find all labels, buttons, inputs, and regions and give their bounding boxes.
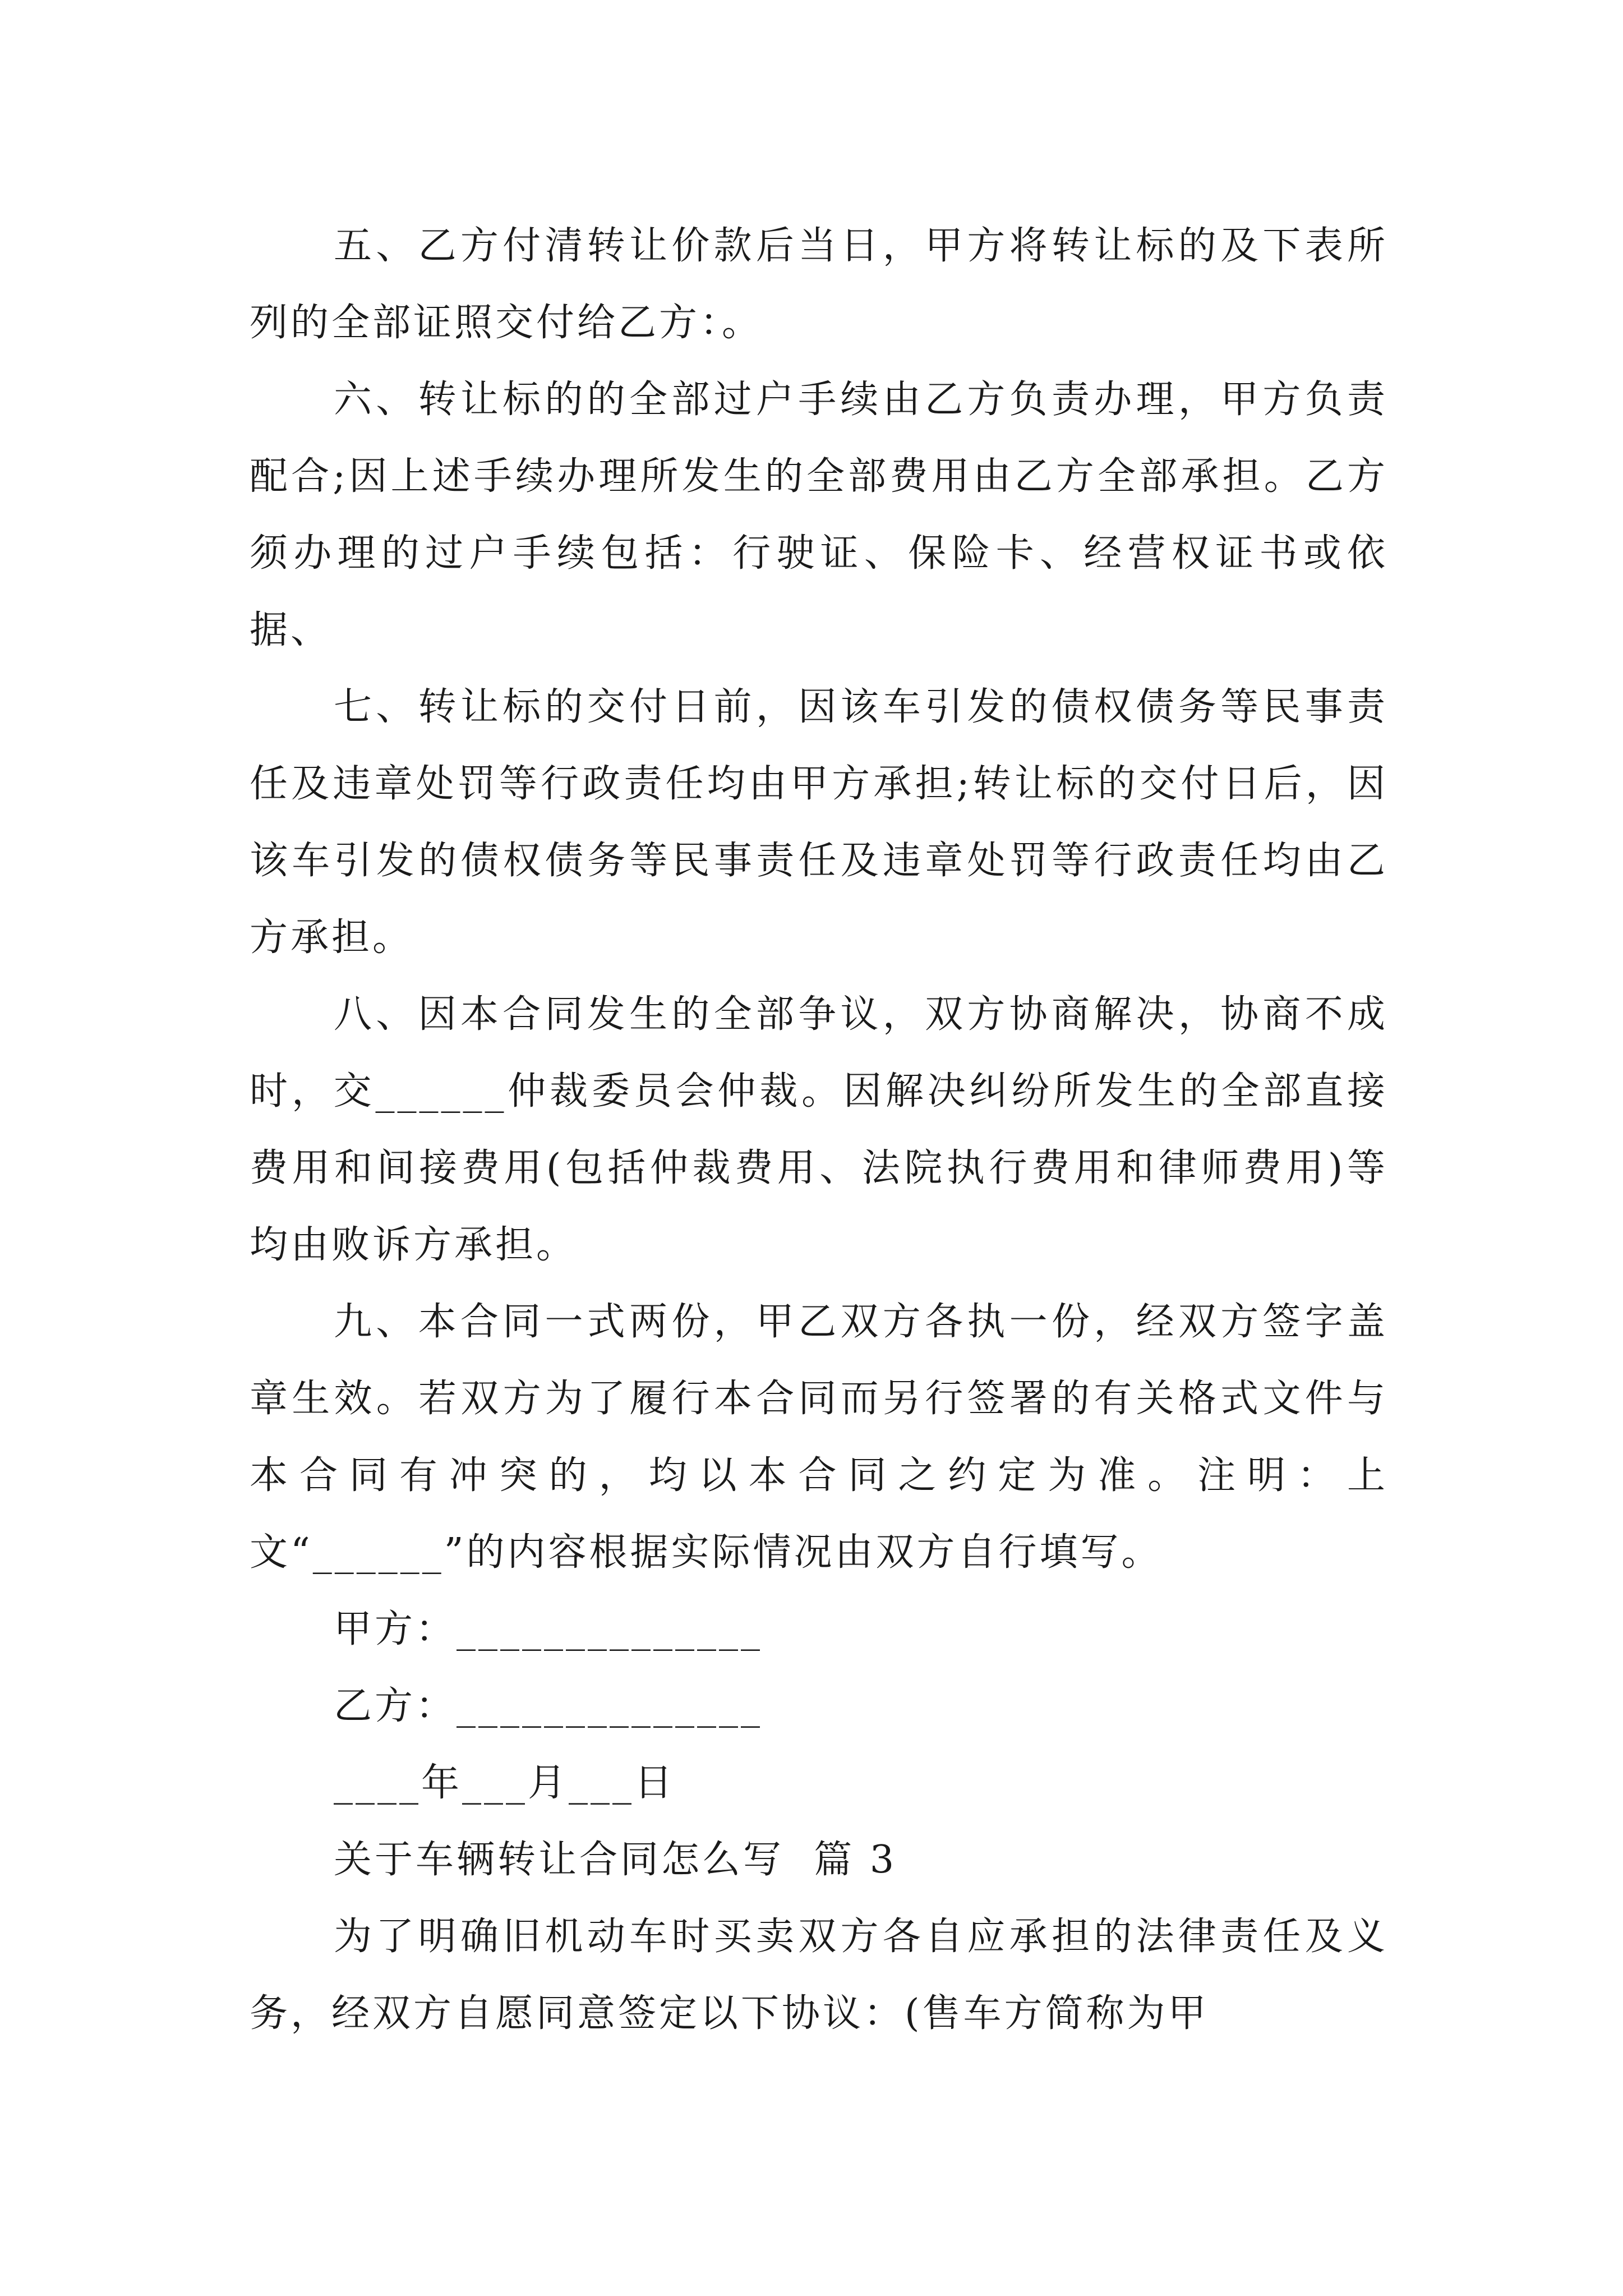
document-body <box>250 208 1388 2052</box>
clause-nine: 九、本合同一式两份，甲乙双方各执一份，经双方签字盖章生效。若双方为了履行本合同而另行签署的有关格式文件与本合同有冲突的，均以本合同之约定为准。注明：上文“______”的内容根据实际情况由双方自行填写。 <box>250 1300 1388 1575</box>
party-a-signature: 甲方：______________ <box>334 1607 763 1651</box>
section-heading: 关于车辆转让合同怎么写 篇 3 <box>334 1838 897 1882</box>
party-b-signature: 乙方：______________ <box>334 1684 763 1728</box>
clause-eight: 八、因本合同发生的全部争议，双方协商解决，协商不成时，交______仲裁委员会仲裁。因解决纠纷所发生的全部直接费用和间接费用(包括仲裁费用、法院执行费用和律师费用)等均由败诉方承担。 <box>250 992 1388 1267</box>
date-line: ____年___月___日 <box>334 1761 676 1805</box>
clause-seven: 七、转让标的交付日前，因该车引发的债权债务等民事责任及违章处罚等行政责任均由甲方承担;转让标的交付日后，因该车引发的债权债务等民事责任及违章处罚等行政责任均由乙方承担。 <box>250 685 1388 960</box>
clause-five: 五、乙方付清转让价款后当日，甲方将转让标的及下表所列的全部证照交付给乙方：。 <box>250 224 1388 345</box>
clause-six: 六、转让标的的全部过户手续由乙方负责办理，甲方负责配合;因上述手续办理所发生的全部费用由乙方全部承担。乙方须办理的过户手续包括：行驶证、保险卡、经营权证书或依据、 <box>250 378 1388 652</box>
intro-paragraph: 为了明确旧机动车时买卖双方各自应承担的法律责任及义务，经双方自愿同意签定以下协议：(售车方简称为甲 <box>250 1915 1388 2036</box>
